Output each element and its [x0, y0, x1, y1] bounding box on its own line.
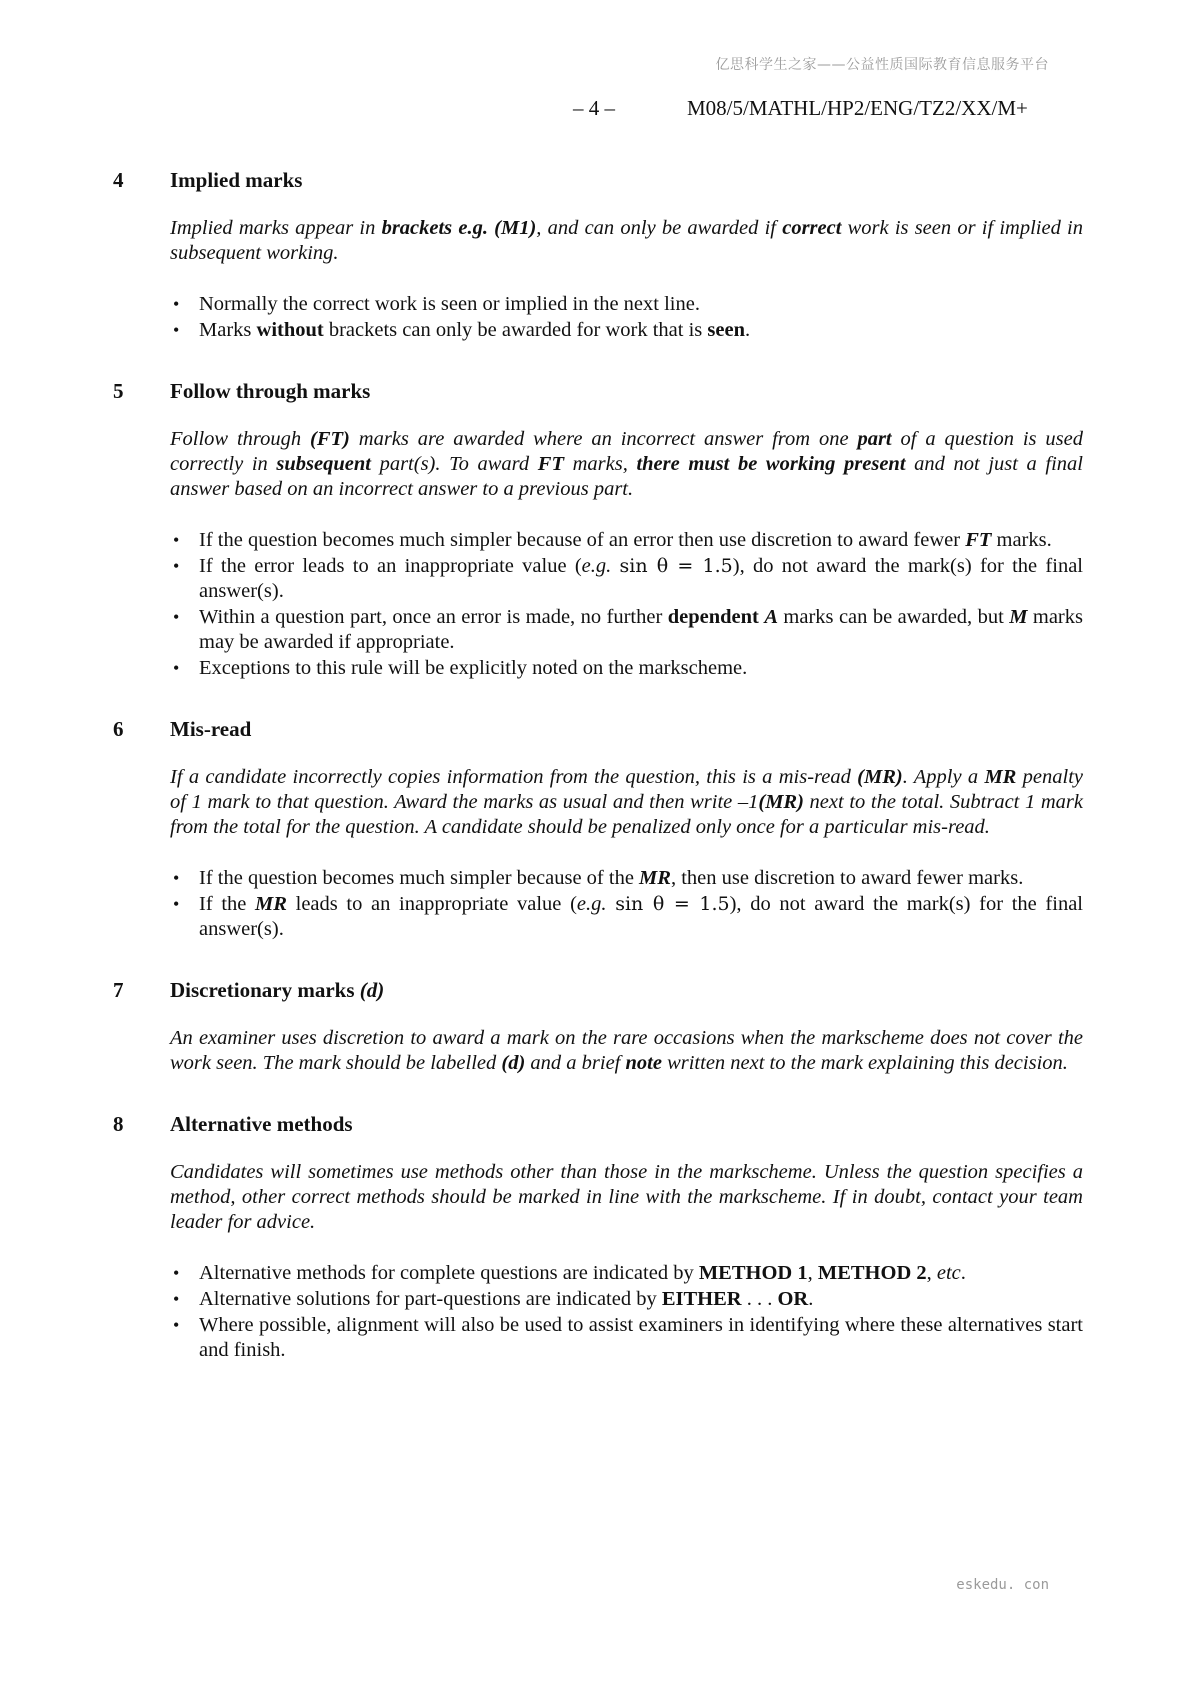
section-paragraph [170, 216, 1083, 266]
section-6 [113, 717, 1083, 942]
bold-text: (FT) [310, 428, 350, 450]
bold-text: correct [782, 217, 842, 239]
bullet-item [170, 1287, 1083, 1312]
text-run: marks. [991, 529, 1052, 551]
section-title [170, 717, 251, 745]
text-run: . [744, 319, 751, 341]
section-title-text: Mis-read [170, 717, 252, 741]
text-run: . [808, 1288, 814, 1310]
text-run: If the question becomes much simpler because of an error then use discretion to award fewer [199, 529, 966, 551]
text-run: Follow through [170, 428, 311, 450]
bold-text: there must be working present [636, 453, 906, 475]
text-run: If the error leads to an inappropriate value ( [199, 555, 582, 577]
watermark-top: 亿思科学生之家——公益性质国际教育信息服务平台 [715, 57, 1049, 73]
section-title-text: Discretionary marks [170, 978, 355, 1002]
section-title-text: Alternative methods [170, 1112, 353, 1136]
bold-text: without [256, 319, 324, 341]
text-run: , then use discretion to award fewer marks. [670, 867, 1024, 889]
italic-text: etc [936, 1262, 961, 1284]
text-run: If the [199, 893, 256, 915]
bullet-item [170, 892, 1083, 942]
bold-text: MR [255, 893, 287, 915]
section-7 [113, 978, 1083, 1076]
text-run: Where possible, alignment will also be used to assist examiners in identifying where these alternatives start and finish. [199, 1314, 1083, 1361]
section-paragraph [170, 427, 1083, 502]
watermark-bottom: eskedu. con [956, 1577, 1049, 1593]
section-heading [113, 717, 1083, 745]
bold-text: OR [777, 1288, 809, 1310]
section-number: 4 [113, 168, 124, 192]
text-run: marks are awarded where an incorrect answer from one [349, 428, 858, 450]
text-run: Alternative solutions for part-questions are indicated by [199, 1288, 662, 1310]
text-run: Marks [199, 319, 257, 341]
text-run [607, 893, 616, 915]
section-number: 5 [113, 379, 124, 403]
section-body [170, 1160, 1083, 1363]
bullet-list [170, 1261, 1083, 1363]
section-number: 6 [113, 717, 124, 741]
text-run: and not just a final answer based on an incorrect answer to a previous part. [170, 453, 1083, 500]
document-code: M08/5/MATHL/HP2/ENG/TZ2/XX/M+ [687, 96, 1028, 120]
section-body [170, 1026, 1083, 1076]
section-8 [113, 1112, 1083, 1363]
section-title-text: Implied marks [170, 168, 303, 192]
text-run: work is seen or if implied in subsequent working. [170, 217, 1083, 264]
section-heading [113, 978, 1083, 1006]
bullet-item [170, 292, 1083, 317]
bold-text: METHOD 2 [817, 1262, 927, 1284]
bullet-item [170, 318, 1083, 343]
bold-text: dependent [667, 606, 759, 628]
italic-text: e.g. [581, 555, 612, 577]
bold-text: subsequent [276, 453, 371, 475]
section-4 [113, 168, 1083, 343]
bold-text: brackets e.g. (M1) [381, 217, 537, 239]
section-heading [113, 1112, 1083, 1140]
section-title [170, 379, 370, 407]
section-paragraph [170, 1160, 1083, 1235]
text-run: penalty of 1 mark to that question. Award the marks as usual and then write –1 [170, 766, 1083, 813]
section-title [170, 168, 302, 196]
text-run: , [807, 1262, 818, 1284]
text-run: Alternative methods for complete questions are indicated by [199, 1262, 699, 1284]
text-run [611, 555, 619, 577]
bullet-item [170, 554, 1083, 604]
text-run: leads to an inappropriate value ( [286, 893, 577, 915]
bold-text: METHOD 1 [698, 1262, 808, 1284]
bullet-item [170, 656, 1083, 681]
section-number: 8 [113, 1112, 124, 1136]
text-run: written next to the mark explaining this decision. [661, 1052, 1068, 1074]
text-run: Exceptions to this rule will be explicitly noted on the markscheme. [199, 657, 748, 679]
page-number: – 4 – [573, 96, 615, 120]
bold-text: part [857, 428, 892, 450]
text-run: , [926, 1262, 937, 1284]
section-body [170, 765, 1083, 942]
section-number: 7 [113, 978, 124, 1002]
text-run: If a candidate incorrectly copies information from the question, this is a mis-read [170, 766, 858, 788]
bullet-item [170, 866, 1083, 891]
text-run: . Apply a [902, 766, 985, 788]
bold-text: EITHER [661, 1288, 742, 1310]
section-title-text: Follow through marks [170, 379, 371, 403]
section-title [170, 1112, 353, 1140]
bullet-list [170, 292, 1083, 343]
section-5 [113, 379, 1083, 681]
section-heading [113, 168, 1083, 196]
bullet-item [170, 1261, 1083, 1286]
bullet-item [170, 1313, 1083, 1363]
text-run: Normally the correct work is seen or implied in the next line. [199, 293, 700, 315]
text-run: marks can be awarded, but [778, 606, 1010, 628]
bullet-list [170, 528, 1083, 681]
text-run: part(s). To award [370, 453, 538, 475]
section-heading [113, 379, 1083, 407]
bold-text: seen [707, 319, 745, 341]
text-run: Candidates will sometimes use methods other than those in the markscheme. Unless the question specifies a method, other correct methods should be marked in line with the markscheme. If in doubt, contact your team leader for advice. [170, 1161, 1083, 1233]
bold-text: note [625, 1052, 662, 1074]
text-run: brackets can only be awarded for work that is [323, 319, 708, 341]
text-run: If the question becomes much simpler because of the [199, 867, 640, 889]
bold-text: MR [984, 766, 1017, 788]
bold-text: (MR) [857, 766, 903, 788]
section-body [170, 216, 1083, 343]
text-run: next to the total. Subtract 1 mark from the total for the question. A candidate should be penalized only once for a particular mis-read. [170, 791, 1083, 838]
bold-text: M [1009, 606, 1028, 628]
bold-text: A [764, 606, 778, 628]
text-run: An examiner uses discretion to award a mark on the rare occasions when the markscheme does not cover the work seen. The mark should be labelled [170, 1027, 1083, 1074]
section-title-suffix: (d) [359, 978, 385, 1002]
text-run: . . . [741, 1288, 778, 1310]
text-run: marks may be awarded if appropriate. [199, 606, 1083, 653]
bullet-item [170, 605, 1083, 655]
section-paragraph [170, 1026, 1083, 1076]
text-run: marks, [563, 453, 637, 475]
text-run: Implied marks appear in [170, 217, 382, 239]
section-body [170, 427, 1083, 681]
bold-text: (MR) [758, 791, 804, 813]
bullet-list [170, 866, 1083, 942]
main-content [113, 168, 1083, 1399]
math-expression: sin θ = 1.5 [619, 555, 733, 577]
text-run: ), do not award the mark(s) for the final answer(s). [199, 893, 1083, 940]
page-header [0, 96, 1190, 126]
bold-text: FT [965, 529, 992, 551]
text-run: Within a question part, once an error is made, no further [199, 606, 668, 628]
section-paragraph [170, 765, 1083, 840]
text-run: and a brief [525, 1052, 626, 1074]
bold-text: MR [639, 867, 671, 889]
section-title [170, 978, 384, 1006]
bullet-item [170, 528, 1083, 553]
bold-text: FT [537, 453, 564, 475]
text-run: ), do not award the mark(s) for the final answer(s). [199, 555, 1084, 602]
text-run: , and can only be awarded if [536, 217, 783, 239]
italic-text: e.g. [576, 893, 607, 915]
bold-text: (d) [501, 1052, 526, 1074]
text-run: . [960, 1262, 966, 1284]
text-run: of a question is used correctly in [170, 428, 1083, 475]
math-expression: sin θ = 1.5 [615, 893, 730, 915]
